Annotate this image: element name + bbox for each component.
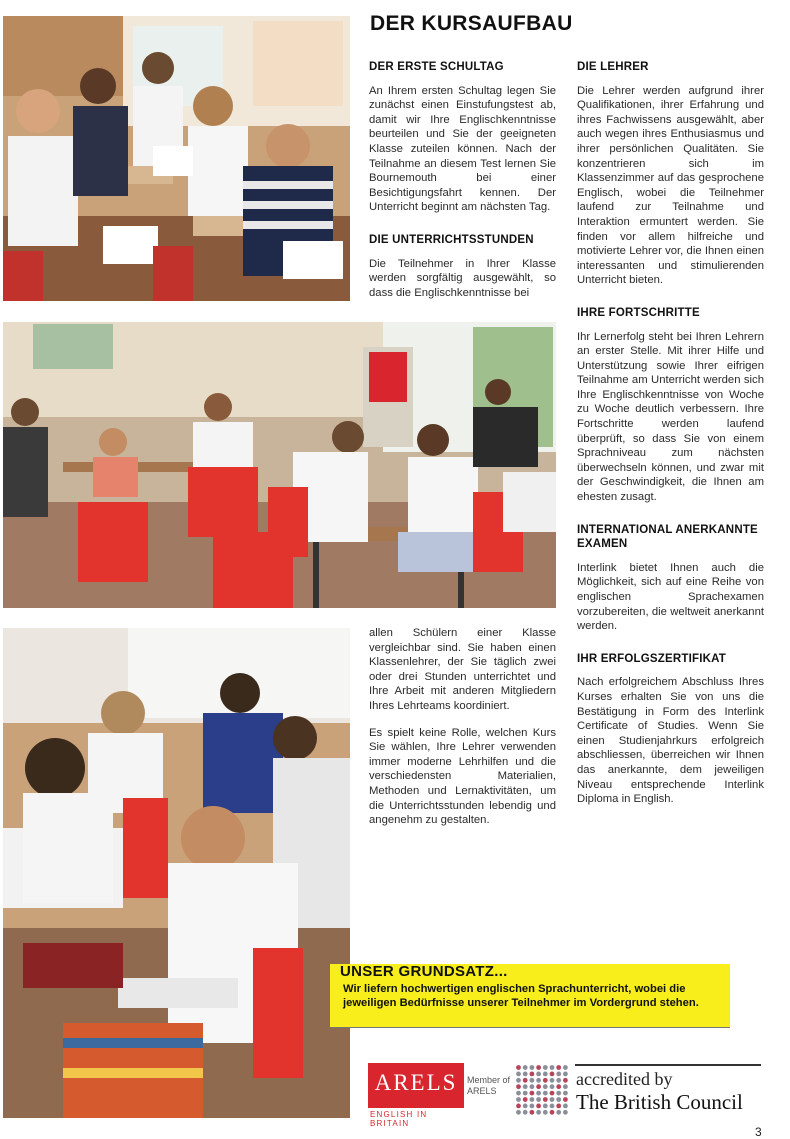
heading-unterrichtsstunden: DIE UNTERRICHTSSTUNDEN (369, 233, 534, 246)
british-council-dot (536, 1110, 541, 1115)
text-unterrichtsstunden-part3: Es spielt keine Rolle, welchen Kurs Sie wählen, Ihre Lehrer verwenden immer moderne Lehrhilfen und die verschiedensten Materialien, Methoden und Lernaktivitäten, um die Unterrichtsstunden lebendig und angenehm zu gestalten. (369, 726, 556, 827)
british-council-dot (516, 1097, 521, 1102)
banner-divider (330, 1027, 730, 1028)
british-council-dot (563, 1065, 568, 1070)
british-council-dot (543, 1104, 548, 1109)
british-council-dot (563, 1091, 568, 1096)
british-council-dot (516, 1104, 521, 1109)
british-council-dot (530, 1091, 535, 1096)
british-council-dot (563, 1097, 568, 1102)
british-council-dot (556, 1110, 561, 1115)
column-middle-lower (369, 626, 556, 840)
british-council-dot (550, 1072, 555, 1077)
accredited-by-text: accredited by (576, 1069, 673, 1089)
british-council-dot (523, 1110, 528, 1115)
british-council-dot (530, 1110, 535, 1115)
british-council-dot (530, 1084, 535, 1089)
arels-logo-text: ARELS (374, 1070, 458, 1095)
common-room-photo (3, 322, 556, 608)
arels-member-text: Member of ARELS (467, 1075, 511, 1096)
british-council-dot (543, 1110, 548, 1115)
british-council-dot (543, 1084, 548, 1089)
british-council-dot (516, 1084, 521, 1089)
text-examen: Interlink bietet Ihnen auch die Möglichkeit, sich auf eine Reihe von englischen Sprachexamen vorzubereiten, die weltweit anerkannt werden. (577, 561, 764, 633)
banner-text: Wir liefern hochwertigen englischen Sprachunterricht, wobei die jeweiligen Bedürfnisse unserer Teilnehmer im Vordergrund stehen. (343, 983, 699, 1009)
british-council-dot (563, 1078, 568, 1083)
british-council-dot (523, 1091, 528, 1096)
british-council-dot (523, 1097, 528, 1102)
text-unterrichtsstunden-part2: allen Schülern einer Klasse vergleichbar sind. Sie haben einen Klassenlehrer, der Sie täglich zwei oder drei Stunden unterrichtet und Ihre Arbeit mit anderen Mitgliedern Ihres Lehrteams koordiniert. (369, 627, 556, 712)
text-fortschritte: Ihr Lernerfolg steht bei Ihren Lehrern an erster Stelle. Mit ihrer Hilfe und Unterstützung sowie Ihrer eifrigen Teilnahme am Unterricht werden sich Ihre Englischkenntnisse von Woche zu Woche deutlich verbessern. Ihre Fortschritte werden laufend überprüft, so dass Sie von einem Sprachniveau zum nächsten überwechseln können, und zwar mit der Geschwindigkeit, die Ihnen am ehesten zusagt. (577, 330, 764, 504)
british-council-dots-logo (515, 1064, 569, 1116)
british-council-dot (530, 1104, 535, 1109)
british-council-dot (530, 1072, 535, 1077)
text-unterrichtsstunden-part1: Die Teilnehmer in Ihrer Klasse werden sorgfältig ausgewählt, so dass die Englischkenntnisse bei (369, 257, 556, 299)
british-council-dot (530, 1065, 535, 1070)
british-council-dot (556, 1097, 561, 1102)
page-number: 3 (755, 1125, 762, 1139)
british-council-dot (550, 1065, 555, 1070)
british-council-dot (550, 1110, 555, 1115)
british-council-dot (516, 1091, 521, 1096)
arels-tagline: ENGLISH IN BRITAIN (370, 1110, 428, 1128)
heading-zertifikat: IHR ERFOLGSZERTIFIKAT (577, 652, 727, 665)
british-council-dot (543, 1072, 548, 1077)
british-council-dot (530, 1078, 535, 1083)
british-council-dot (556, 1072, 561, 1077)
british-council-dot (563, 1084, 568, 1089)
british-council-dot (550, 1084, 555, 1089)
british-council-dot (550, 1104, 555, 1109)
british-council-dot (523, 1072, 528, 1077)
british-council-dot (536, 1078, 541, 1083)
british-council-dot (530, 1097, 535, 1102)
british-council-dot (536, 1084, 541, 1089)
page-title: DER KURSAUFBAU (370, 12, 573, 35)
british-council-dot (563, 1072, 568, 1077)
british-council-dot (523, 1065, 528, 1070)
text-zertifikat: Nach erfolgreichem Abschluss Ihres Kurses erhalten Sie von uns die Bestätigung in Form des Interlink Certificate of Studies. Wenn Sie einen Studienjahrkurs erfolgreich abschliessen, überreichen wir Ihnen das anerkannte, dem jeweiligen Niveau entsprechende Interlink Diploma in English. (577, 676, 764, 806)
british-council-dot (563, 1110, 568, 1115)
text-erster-schultag: An Ihrem ersten Schultag legen Sie zunächst einen Einstufungstest ab, damit wir Ihre Englischkenntnisse beurteilen und Sie der geeigneten Klasse zuteilen können. Nach der Teilnahme an diesem Test lernen Sie Bournemouth bei einer Besichtigungsfahrt kennen. Der Unterricht beginnt am nächsten Tag. (369, 84, 556, 214)
british-council-rule (575, 1064, 761, 1066)
british-council-dot (563, 1104, 568, 1109)
heading-fortschritte: IHRE FORTSCHRITTE (577, 306, 700, 319)
text-lehrer: Die Lehrer werden aufgrund ihrer Qualifikationen, ihrer Erfahrung und ihres Fachwissens ausgewählt, aber auch wegen ihres Enthusiasmus und ihrer persönlichen Qualitäten. Sie konzentrieren sich im Klassenzimmer auf das gesprochene Englisch, wobei die Teilnehmer laufend zur Teilnahme und Interaktion ermuntert werden. Sie finden vor allem hilfreiche und motivierte Lehrer vor, die Ihnen einen interessanten und stimulierenden Unterricht bieten. (577, 84, 764, 287)
british-council-dot (536, 1072, 541, 1077)
british-council-dot (543, 1097, 548, 1102)
british-council-dot (543, 1091, 548, 1096)
british-council-dot (543, 1065, 548, 1070)
british-council-dot (516, 1065, 521, 1070)
british-council-dot (550, 1078, 555, 1083)
heading-erster-schultag: DER ERSTE SCHULTAG (369, 61, 504, 73)
british-council-dot (523, 1078, 528, 1083)
column-right (577, 60, 764, 819)
british-council-dot (523, 1104, 528, 1109)
british-council-dot (556, 1078, 561, 1083)
british-council-dot (523, 1084, 528, 1089)
british-council-dot (536, 1104, 541, 1109)
british-council-dot (516, 1110, 521, 1115)
british-council-name: The British Council (576, 1090, 743, 1114)
british-council-dot (516, 1072, 521, 1077)
group-lesson-photo (3, 628, 350, 1118)
british-council-dot (516, 1078, 521, 1083)
british-council-dot (556, 1104, 561, 1109)
british-council-dot (556, 1091, 561, 1096)
classroom-test-photo (3, 16, 350, 301)
british-council-dot (550, 1097, 555, 1102)
british-council-dot (543, 1078, 548, 1083)
column-middle-upper (369, 60, 556, 312)
british-council-dot (550, 1091, 555, 1096)
british-council-dot (556, 1084, 561, 1089)
british-council-dot (536, 1097, 541, 1102)
heading-examen: INTERNATIONAL ANERKANNTE EXAMEN (577, 523, 758, 551)
heading-lehrer: DIE LEHRER (577, 61, 649, 73)
british-council-dot (536, 1065, 541, 1070)
british-council-dot (556, 1065, 561, 1070)
banner-title: UNSER GRUNDSATZ... (340, 963, 508, 980)
british-council-dot (536, 1091, 541, 1096)
